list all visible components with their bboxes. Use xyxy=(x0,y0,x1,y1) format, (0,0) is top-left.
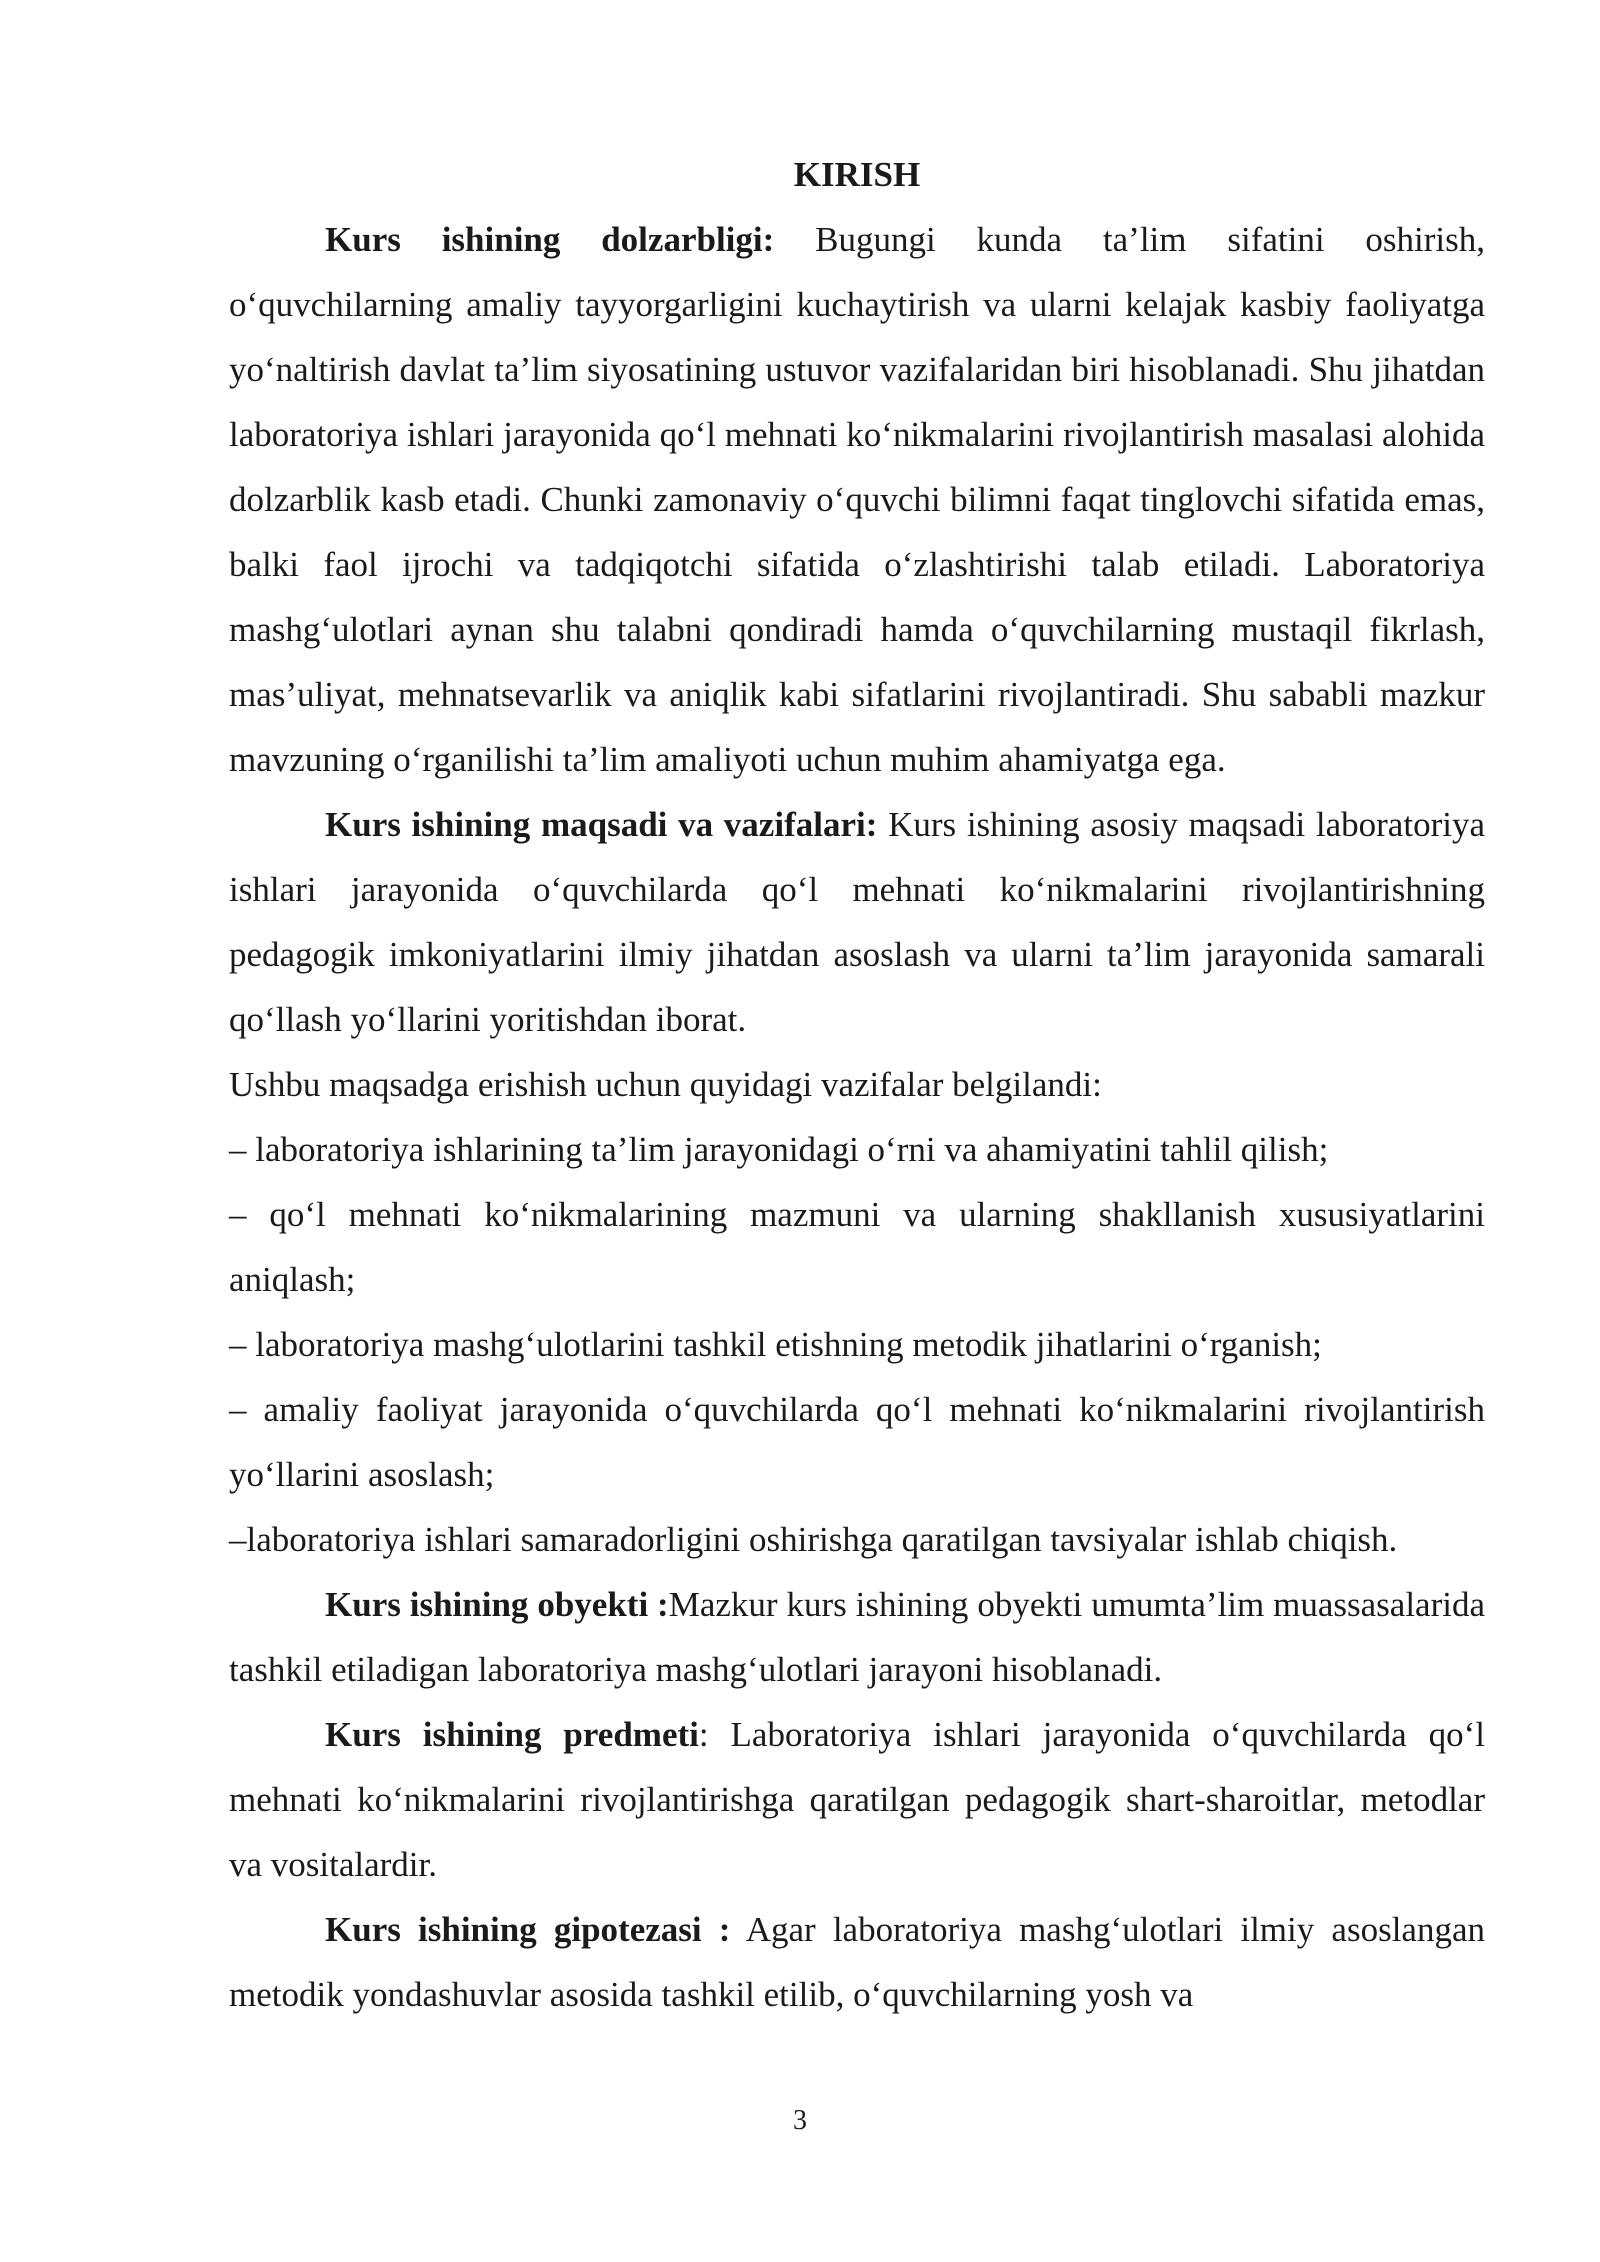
page-content xyxy=(229,142,1485,2027)
subject-paragraph xyxy=(229,1702,1485,1897)
hypothesis-label: Kurs ishining gipotezasi : xyxy=(325,1910,731,1949)
page-title: KIRISH xyxy=(793,155,921,194)
relevance-label: Kurs ishining dolzarbligi: xyxy=(325,220,775,259)
hypothesis-paragraph xyxy=(229,1897,1485,2027)
subject-label: Kurs ishining predmeti xyxy=(325,1715,699,1754)
goal-text: Kurs ishining asosiy maqsadi laboratoriya ishlari jarayonida o‘quvchilarda qo‘l mehnati ko‘nikmalarini rivojlantirishning pedagogik imkoniyatlarini ilmiy jihatdan asoslash va ularni ta’lim jarayonida samarali qo‘llash yo‘llarini yoritishdan iborat. xyxy=(229,805,1485,1039)
task-item: – laboratoriya ishlarining ta’lim jarayonidagi o‘rni va ahamiyatini tahlil qilish; xyxy=(229,1130,1329,1169)
page-number: 3 xyxy=(793,2105,807,2136)
object-label: Kurs ishining obyekti : xyxy=(325,1585,669,1624)
task-item: –laboratoriya ishlari samaradorligini oshirishga qaratilgan tavsiyalar ishlab chiqish. xyxy=(229,1520,1398,1559)
object-text: Mazkur kurs ishining obyekti umumta’lim muassasalarida tashkil etiladigan laboratoriya mashg‘ulotlari jarayoni hisoblanadi. xyxy=(229,1585,1485,1689)
hypothesis-text: Agar laboratoriya mashg‘ulotlari ilmiy asoslangan metodik yondashuvlar asosida tashkil etilib, o‘quvchilarning yosh va xyxy=(229,1910,1485,2014)
task-item: – amaliy faoliyat jarayonida o‘quvchilarda qo‘l mehnati ko‘nikmalarini rivojlantirish yo‘llarini asoslash; xyxy=(229,1390,1485,1494)
relevance-text: Bugungi kunda ta’lim sifatini oshirish, o‘quvchilarning amaliy tayyorgarligini kuchaytirish va ularni kelajak kasbiy faoliyatga yo‘naltirish davlat ta’lim siyosatining ustuvor vazifalaridan biri hisoblanadi. Shu jihatdan laboratoriya ishlari jarayonida qo‘l mehnati ko‘nikmalarini rivojlantirish masalasi alohida dolzarblik kasb etadi. Chunki zamonaviy o‘quvchi bilimni faqat tinglovchi sifatida emas, balki faol ijrochi va tadqiqotchi sifatida o‘zlashtirishi talab etiladi. Laboratoriya mashg‘ulotlari aynan shu talabni qondiradi hamda o‘quvchilarning mustaqil fikrlash, mas’uliyat, mehnatsevarlik va aniqlik kabi sifatlarini rivojlantiradi. Shu sababli mazkur mavzuning o‘rganilishi ta’lim amaliyoti uchun muhim ahamiyatga ega. xyxy=(229,220,1485,779)
goal-paragraph xyxy=(229,792,1485,1052)
tasks-intro: Ushbu maqsadga erishish uchun quyidagi vazifalar belgilandi: xyxy=(229,1065,1102,1104)
goal-label: Kurs ishining maqsadi va vazifalari: xyxy=(325,805,878,844)
object-paragraph xyxy=(229,1572,1485,1702)
task-item: – qo‘l mehnati ko‘nikmalarining mazmuni va ularning shakllanish xususiyatlarini aniqlash; xyxy=(229,1195,1485,1299)
task-item: – laboratoriya mashg‘ulotlarini tashkil etishning metodik jihatlarini o‘rganish; xyxy=(229,1325,1322,1364)
subject-text: : Laboratoriya ishlari jarayonida o‘quvchilarda qo‘l mehnati ko‘nikmalarini rivojlantirishga qaratilgan pedagogik shart-sharoitlar, metodlar va vositalardir. xyxy=(229,1715,1485,1884)
relevance-paragraph xyxy=(229,207,1485,792)
